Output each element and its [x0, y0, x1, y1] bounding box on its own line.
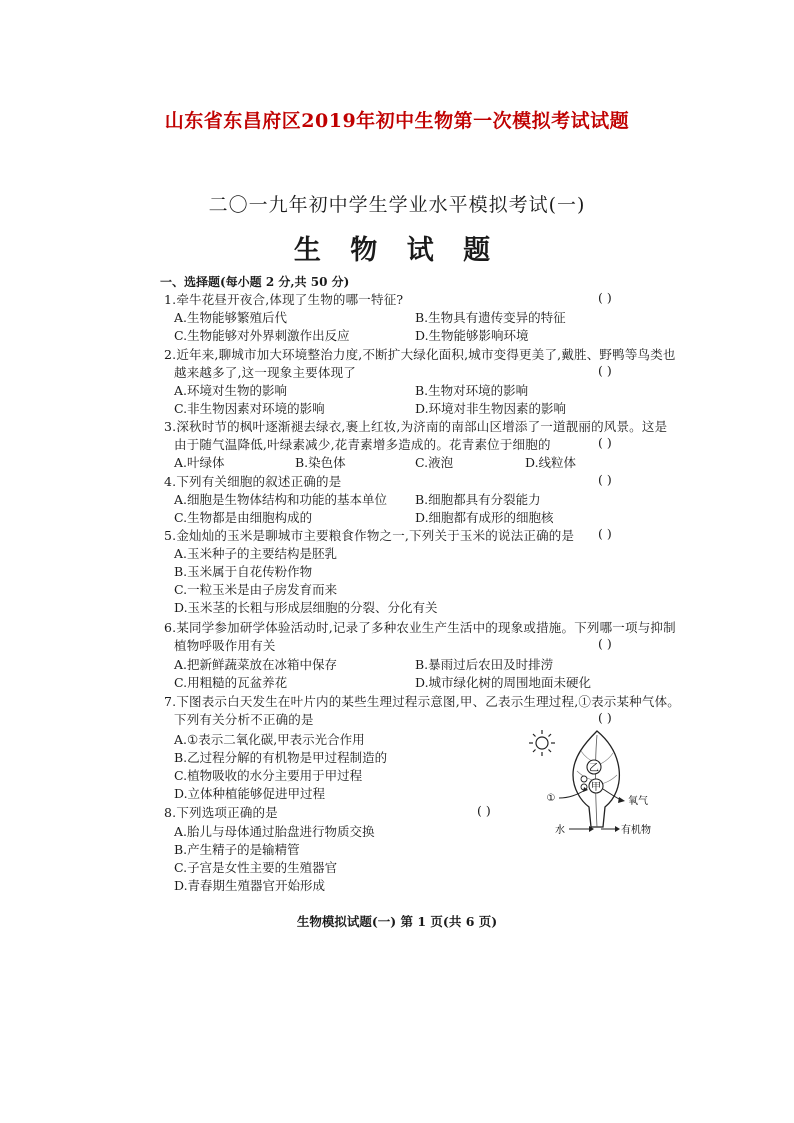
question-2-option-d: D.环境对非生物因素的影响 — [415, 401, 567, 416]
answer-blank-3[interactable]: ( ) — [598, 435, 612, 450]
question-1-option-a: A.生物能够繁殖后代 — [174, 310, 288, 325]
question-8-option-b: B.产生精子的是输精管 — [174, 842, 300, 857]
question-5-option-d: D.玉米茎的长粗与形成层细胞的分裂、分化有关 — [174, 600, 438, 615]
subject-title: 生 物 试 题 — [293, 235, 501, 266]
document-title: 山东省东昌府区2019年初中生物第一次模拟考试试题 — [164, 110, 630, 132]
question-8-stem: 8.下列选项正确的是 — [164, 805, 278, 820]
question-6-stem-line-2: 植物呼吸作用有关 — [174, 638, 276, 653]
leaf-process-diagram — [525, 727, 670, 842]
question-5-option-a: A.玉米种子的主要结构是胚乳 — [174, 546, 338, 561]
question-7-option-c: C.植物吸收的水分主要用于甲过程 — [174, 768, 363, 783]
question-1-option-c: C.生物能够对外界刺激作出反应 — [174, 328, 350, 343]
question-2-option-c: C.非生物因素对环境的影响 — [174, 401, 325, 416]
question-7-option-d: D.立体种植能够促进甲过程 — [174, 786, 326, 801]
sun-icon — [529, 730, 555, 756]
question-4-option-d: D.细胞都有成形的细胞核 — [415, 510, 554, 525]
answer-blank-2[interactable]: ( ) — [598, 363, 612, 378]
question-8-option-d: D.青春期生殖器官开始形成 — [174, 878, 326, 893]
question-2-stem-line-1: 2.近年来,聊城市加大环境整治力度,不断扩大绿化面积,城市变得更美了,戴胜、野鸭等鸟类也 — [164, 347, 676, 362]
answer-blank-4[interactable]: ( ) — [598, 472, 612, 487]
question-4-option-b: B.细胞都具有分裂能力 — [415, 492, 541, 507]
question-4-stem: 4.下列有关细胞的叙述正确的是 — [164, 474, 342, 489]
question-3-option-a: A.叶绿体 — [174, 455, 225, 470]
question-6-option-a: A.把新鲜蔬菜放在冰箱中保存 — [174, 657, 338, 672]
question-1-stem: 1.牵牛花昼开夜合,体现了生物的哪一特征? — [164, 292, 404, 307]
question-8-option-c: C.子宫是女性主要的生殖器官 — [174, 860, 338, 875]
section-heading: 一、选择题(每小题 2 分,共 50 分) — [160, 275, 350, 289]
question-6-option-d: D.城市绿化树的周围地面未硬化 — [415, 675, 592, 690]
question-6-option-c: C.用粗糙的瓦盆养花 — [174, 675, 288, 690]
question-2-option-b: B.生物对环境的影响 — [415, 383, 529, 398]
organic-arrowhead — [615, 826, 620, 832]
small-circle-upper — [581, 776, 587, 782]
question-2-stem-line-2: 越来越多了,这一现象主要体现了 — [174, 365, 356, 380]
answer-blank-8[interactable]: ( ) — [477, 803, 491, 818]
answer-blank-6[interactable]: ( ) — [598, 636, 612, 651]
question-2-option-a: A.环境对生物的影响 — [174, 383, 288, 398]
question-8-option-a: A.胎儿与母体通过胎盘进行物质交换 — [174, 824, 375, 839]
question-3-option-b: B.染色体 — [295, 455, 346, 470]
question-3-stem-line-1: 3.深秋时节的枫叶逐渐褪去绿衣,裹上红妆,为济南的南部山区增添了一道靓丽的风景。这是 — [164, 419, 668, 434]
question-6-option-b: B.暴雨过后农田及时排涝 — [415, 657, 554, 672]
answer-blank-1[interactable]: ( ) — [598, 290, 612, 305]
question-5-option-b: B.玉米属于自花传粉作物 — [174, 564, 313, 579]
question-7-stem-line-1: 7.下图表示白天发生在叶片内的某些生理过程示意图,甲、乙表示生理过程,①表示某种气体。 — [164, 694, 680, 709]
question-4-option-a: A.细胞是生物体结构和功能的基本单位 — [174, 492, 388, 507]
gas-1-label: ① — [546, 793, 556, 804]
question-5-stem: 5.金灿灿的玉米是聊城市主要粮食作物之一,下列关于玉米的说法正确的是 — [164, 528, 575, 543]
answer-blank-5[interactable]: ( ) — [598, 526, 612, 541]
question-5-option-c: C.一粒玉米是由子房发育而来 — [174, 582, 338, 597]
question-3-option-d: D.线粒体 — [525, 455, 577, 470]
question-7-stem-line-2: 下列有关分析不正确的是 — [174, 712, 314, 727]
question-7-option-a: A.①表示二氧化碳,甲表示光合作用 — [174, 732, 365, 747]
water-label: 水 — [555, 825, 565, 836]
question-1-option-b: B.生物具有遗传变异的特征 — [415, 310, 566, 325]
organic-label: 有机物 — [621, 825, 651, 836]
oxygen-label: 氧气 — [628, 796, 648, 807]
question-1-option-d: D.生物能够影响环境 — [415, 328, 529, 343]
process-yi-label: 乙 — [589, 763, 599, 774]
question-3-option-c: C.液泡 — [415, 455, 454, 470]
oxygen-arrowhead — [618, 797, 625, 803]
question-7-option-b: B.乙过程分解的有机物是甲过程制造的 — [174, 750, 388, 765]
process-jia-label: 甲 — [591, 782, 601, 793]
exam-title: 二〇一九年初中学生学业水平模拟考试(一) — [208, 194, 586, 216]
question-4-option-c: C.生物都是由细胞构成的 — [174, 510, 313, 525]
question-3-stem-line-2: 由于随气温降低,叶绿素减少,花青素增多造成的。花青素位于细胞的 — [174, 437, 551, 452]
answer-blank-7[interactable]: ( ) — [598, 710, 612, 725]
question-6-stem-line-1: 6.某同学参加研学体验活动时,记录了多种农业生产生活中的现象或措施。下列哪一项与抑制 — [164, 620, 676, 635]
page-footer: 生物模拟试题(一) 第 1 页(共 6 页) — [296, 914, 498, 929]
